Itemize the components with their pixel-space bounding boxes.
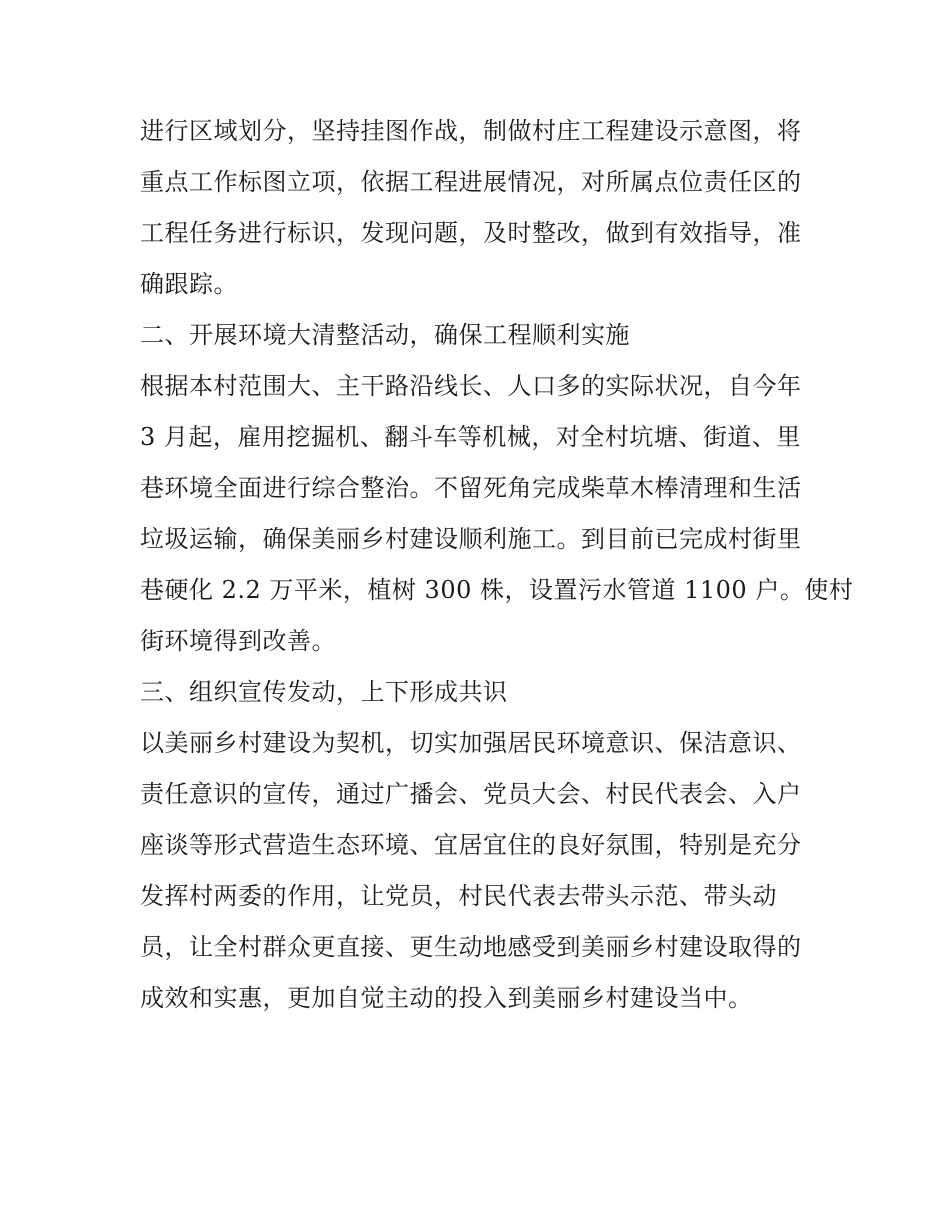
paragraph-line: 根据本村范围大、主干路沿线长、人口多的实际状况，自今年 [140, 372, 802, 400]
paragraph-line: 员，让全村群众更直接、更生动地感受到美丽乡村建设取得的 [140, 933, 802, 961]
paragraph-line: 以美丽乡村建设为契机，切实加强居民环境意识、保洁意识、 [140, 729, 802, 757]
section-heading: 三、组织宣传发动，上下形成共识 [140, 678, 508, 706]
paragraph-line: 3 月起，雇用挖掘机、翻斗车等机械，对全村坑塘、街道、里 [140, 423, 801, 451]
paragraph-line: 成效和实惠，更加自觉主动的投入到美丽乡村建设当中。 [140, 984, 753, 1012]
paragraph-line: 重点工作标图立项，依据工程进展情况，对所属点位责任区的 [140, 168, 802, 196]
paragraph-line: 垃圾运输，确保美丽乡村建设顺利施工。到目前已完成村街里 [140, 525, 802, 553]
paragraph-line: 责任意识的宣传，通过广播会、党员大会、村民代表会、入户 [140, 780, 802, 808]
section-heading: 二、开展环境大清整活动，确保工程顺利实施 [140, 321, 630, 349]
paragraph-line: 进行区域划分，坚持挂图作战，制做村庄工程建设示意图，将 [140, 117, 802, 145]
paragraph-line: 巷环境全面进行综合整治。不留死角完成柴草木棒清理和生活 [140, 474, 802, 502]
paragraph-line: 发挥村两委的作用，让党员，村民代表去带头示范、带头动 [140, 882, 777, 910]
paragraph-line: 座谈等形式营造生态环境、宜居宜住的良好氛围，特别是充分 [140, 831, 802, 859]
paragraph-line: 确跟踪。 [140, 270, 238, 298]
paragraph-line: 巷硬化 2.2 万平米，植树 300 株，设置污水管道 1100 户。使村 [140, 576, 854, 604]
paragraph-line: 街环境得到改善。 [140, 627, 336, 655]
document-body [140, 106, 854, 1024]
paragraph-line: 工程任务进行标识，发现问题，及时整改，做到有效指导，准 [140, 219, 802, 247]
